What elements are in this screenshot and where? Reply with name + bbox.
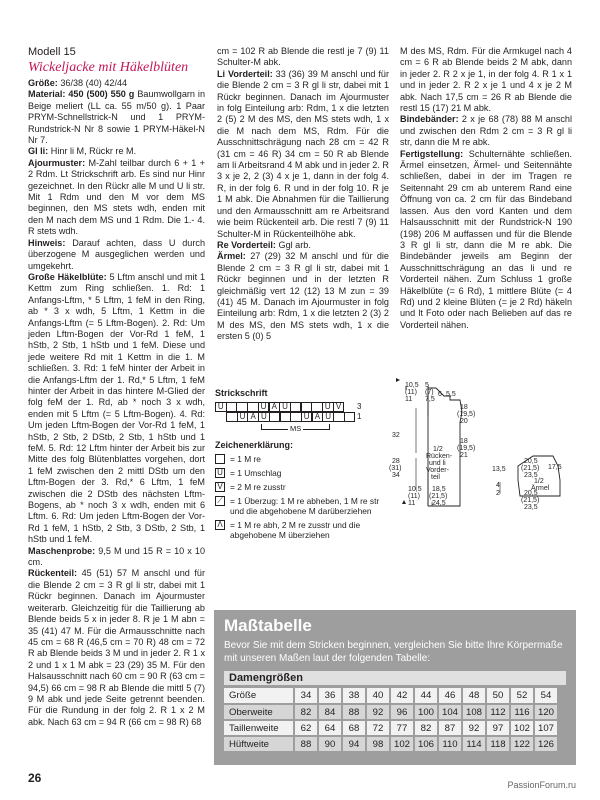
chart-row-3 (215, 402, 375, 412)
schematic-label: 5,5 (446, 391, 456, 398)
size-table-cell: 92 (366, 704, 390, 720)
legend-item (215, 454, 387, 464)
schematic-label: 10,5 (408, 486, 422, 493)
size-table-cell: 52 (510, 688, 534, 704)
size-table-cell: 82 (294, 704, 318, 720)
size-table-cell: 62 (294, 720, 318, 736)
size-table-cell: 108 (462, 704, 486, 720)
column-1 (28, 46, 205, 728)
size-table-box (214, 610, 576, 765)
schematic-label: Vorder- (426, 467, 449, 474)
stitch-cell: U (279, 402, 291, 412)
size-table-cell: 54 (534, 688, 558, 704)
size-table-intro: Bevor Sie mit dem Stricken beginnen, vergleichen Sie bitte Ihre Körpermaße mit unseren Maßen laut der folgenden Tabelle: (224, 640, 563, 664)
size-table (224, 688, 559, 753)
size-table-cell: 68 (342, 720, 366, 736)
schematic-label: 18 (460, 438, 468, 445)
schematic-label: (19,5) (457, 411, 476, 418)
size-table-row-label: Hüftweite (224, 736, 294, 752)
legend-item (215, 482, 387, 492)
legend-text: = 1 M re abh, 2 M re zusstr und die abgehobene M überziehen (230, 520, 361, 540)
schematic-label: 32 (392, 432, 400, 439)
schematic-label: (19,5) (457, 445, 476, 452)
paragraph-aermel-cont: M des MS, Rdm. Für die Armkugel nach 4 cm = 6 R ab Blende beids 2 M abk, dann in jeder 2. R 2 x je 1, in der folg 4. R 1 x 1 und in jeder 2. R 2 x je 1 und 4 x je 2 M abk. Nach 17,5 cm = 26 R ab Blende die restl 15 (17) 21 M abk. (400, 46, 572, 114)
size-table-cell: 36 (318, 688, 342, 704)
schematic-label: 20 (460, 418, 468, 425)
row-number-3: 3 (357, 402, 362, 411)
size-table-row-label: Größe (224, 688, 294, 704)
stitch-cell: U (322, 412, 334, 422)
size-table-cell: 100 (414, 704, 438, 720)
size-table-cell: 92 (462, 720, 486, 736)
paragraph-rueckenteil: Rückenteil: 45 (51) 57 M anschl und für die Blende 2 cm = 3 R gl li str, dabei mit 1 Rückr beginnen. Danach im Ajourmuster weiterarb. Gleichzeitig für die Taillierung ab Blende beids 5 x in jeder 8. R je 1 M abn = 35 (41) 47 M. Für die Armausschnitte nach 45 cm = 68 R (46,5 cm = 70 R) 48 cm = 72 R ab Blende beids 3 M und in jeder 2. R 1 x 2 und 1 x 1 M abk = 23 (29) 35 M. Für den Halsausschnitt nach 60 cm = 90 R (63 cm = 94,5) 66 cm = 98 R ab Blende die mittl 5 (7) 9 M abk und jede Seite getrennt beenden. Für die Rundung in der folg 2. R 1 x 2 M abk. Nach 63 cm = 94 R (66 cm = 98 R) 68 (28, 568, 205, 727)
schematic-label: (31) (389, 465, 402, 472)
schematic-label: Rücken- (426, 453, 453, 460)
schematic-label: und li (429, 460, 446, 467)
schematic-label: 18,5 (432, 486, 446, 493)
schematic-label: 20,5 (524, 490, 538, 497)
paragraph-groesse: Größe: 36/38 (40) 42/44 (28, 78, 128, 88)
size-table-cell: 107 (534, 720, 558, 736)
size-table-cell: 97 (486, 720, 510, 736)
schematic-label: 1/2 (534, 478, 544, 485)
size-table-cell: 50 (486, 688, 510, 704)
size-table-cell: 72 (366, 720, 390, 736)
size-table-cell: 120 (534, 704, 558, 720)
schematic-label: 34 (392, 472, 400, 479)
size-table-cell: 102 (510, 720, 534, 736)
schematic-label: (21,5) (429, 493, 448, 500)
schematic-label: (11) (408, 493, 420, 500)
size-table-cell: 64 (318, 720, 342, 736)
size-table-cell: 46 (438, 688, 462, 704)
schematic-label: 23,5 (524, 472, 538, 479)
legend-item (215, 468, 387, 478)
size-table-cell: 38 (342, 688, 366, 704)
paragraph-aermel: Ärmel: 27 (29) 32 M anschl und für die Blende 2 cm = 3 R gl li str, dabei mit 1 Rückr beginnen und in der letzten R gleichmäßig vert 12 (12) 13 M zun = 39 (41) 45 M. Danach im Ajourmuster in folg Einteilung arb: Rdm, 1 x die letzten 2 (3) 2 M des MS, den MS stets wdh, 1 x die ersten 5 (0) 5 (217, 251, 389, 342)
stitch-cell: U (215, 402, 227, 412)
size-table-cell: 90 (318, 736, 342, 752)
legend-text: = 1 M re (230, 454, 261, 464)
size-table-row-label: Taillenweite (224, 720, 294, 736)
paragraph-re-vorderteil: Re Vorderteil: Ggl arb. (217, 239, 311, 250)
schematic-label: 28 (392, 458, 400, 465)
model-title: Wickeljacke mit Häkelblüten (28, 60, 189, 75)
schematic-label: 5 (425, 382, 429, 389)
paragraph-gl-li: Gl li: Hinr li M, Rückr re M. (28, 146, 137, 157)
stitch-cell: A (247, 412, 259, 422)
stitch-cell: U (301, 412, 313, 422)
paragraph-haekelbluete: Große Häkelblüte: 5 Lftm anschl und mit 1 Kettm zum Ring schließen. 1. Rd: 1 Anfangs-Lftm, * 5 Lftm, 1 feM in den Ring, ab * 3 x wdh, 5 Lftm, 1 Kettm in die Anfangs-Lftm (= 5 Lftm-Bogen). 2. Rd: Um jeden Lftm-Bogen der Vor-Rd 1 feM, 1 hStb, 2 Stb, 1 hStb und 1 feM. Diese und jede weitere Rd mit 1 Kettm in die 1. M schließen. 3. Rd: 1 feM hinter der Arbeit in die Anfangs-Lftm der 1. Rd,* 5 Lftm, 1 feM hinter der Arbeit in das hintere M-Glied der folg feM der 1. Rd, ab * noch 3 x wdh, enden mit 5 Lftm (= 5 Lftm-Bogen). 4. Rd: Um jeden Lftm-Bogen der Vor-Rd 1 feM, 1 hStb, 2 Stb, 2 DStb, 2 Stb, 1 hStb und 1 feM. 5. Rd: 12 Lftm hinter der Arbeit bis zur Mitte des folg Blütenblattes vorgehen, dort 1 feM zwischen den 2 mittl DStb um den Lftm-Bogen der 3. Rd,* 6 Lftm, 1 feM zwischen die 2 DStb des nächsten Lftm-Bogens, ab * noch 3 x wdh, enden mit 6 Lftm. 6. Rd: Um jeden Lftm-Bogen der Vor-Rd 1 feM, 1 hStb, 2 Stb, 3 DStb, 2 Stb, 1 hStb und 1 feM. (28, 271, 206, 545)
stitch-cell: A (312, 412, 324, 422)
stitch-cell: V (333, 402, 345, 412)
size-table-cell: 116 (510, 704, 534, 720)
size-table-row (224, 736, 558, 752)
schematic-label: 4 (496, 482, 500, 489)
paragraph-fertigstellung: Fertigstellung: Schulternähte schließen. Ärmel einsetzen, Ärmel- und Seitennähte schließen, dabei in der im Tragen re Seitennaht 29 cm ab unterem Rand eine Öffnung von ca. 2 cm für das Bindeband lassen. Aus den vord Kanten und dem Halsausschnitt mit der Rundstrick-N 190 (198) 206 M auffassen und für die Blende 3 R gl li str, dann die M re abk. Die Bindebänder jeweils am Beginn der Ausschnittschrägung an das li und re Vorderteil nähen. Zum Schluss 1 große Häkelblüte (= 6 Rd), 1 mittlere Blüte (= 4 Rd) und 2 kleine Blüten (= je 2 Rd) häkeln und lt Foto oder nach Belieben auf das re Vorderteil nähen. (400, 148, 572, 330)
schematic-label: 10,5 (405, 382, 419, 389)
schematic-label: 1/2 (433, 446, 443, 453)
legend-list (215, 454, 387, 540)
schematic-label: teil (431, 474, 440, 481)
size-table-cell: 88 (342, 704, 366, 720)
size-table-cell: 44 (414, 688, 438, 704)
schematic-label: (21,5) (521, 497, 540, 504)
schematic-label: 21 (460, 452, 468, 459)
legend-symbol (215, 454, 225, 464)
size-table-cell: 98 (366, 736, 390, 752)
schematic-label: 11 (405, 396, 413, 403)
size-table-cell: 106 (414, 736, 438, 752)
stitch-chart (215, 388, 387, 544)
column-3 (400, 46, 572, 331)
size-table-cell: 118 (486, 736, 510, 752)
size-table-cell: 84 (318, 704, 342, 720)
legend-symbol: Λ (215, 520, 225, 530)
size-table-cell: 77 (390, 720, 414, 736)
paragraph-li-vorderteil: Li Vorderteil: 33 (36) 39 M anschl und für die Blende 2 cm = 3 R gl li str, dabei mit 1 Rückr beginnen. Danach im Ajourmuster in folg Einteilung arb: Rdm, 1 x die letzten 2 (5) 2 M des MS, den MS stets wdh, 1 x die M nach dem MS, Rdm. Für die Ausschnittschrägung nach 28 cm = 42 R (31 cm = 46 R) 34 cm = 50 R ab Blende am li Arbeitsrand 4 M abk und in jeder 2. R 3 x je 2, 2 (3) 4 x je 1, dann in der folg 4. R, in der folg 6. R und in der folg 10. R je 1 M abk. Die Abnahmen für die Taillierung und den Armausschnitt am re Arbeitsrand wie beim Rückenteil arb. Die restl 7 (9) 11 Schulter-M in Rückenteilhöhe abk. (217, 68, 389, 239)
schematic-label: 13,5 (492, 466, 506, 473)
schematic-label: (21,5) (521, 465, 540, 472)
size-table-cell: 104 (438, 704, 462, 720)
paragraph-rueckenteil-cont: cm = 102 R ab Blende die restl je 7 (9) 11 Schulter-M abk. (217, 46, 389, 68)
schematic-label: 6 (438, 391, 442, 398)
page-number: 26 (28, 771, 42, 785)
size-table-cell: 48 (462, 688, 486, 704)
size-table-row (224, 704, 558, 720)
chart-grid (215, 402, 375, 434)
size-table-cell: 96 (390, 704, 414, 720)
paragraph-material: Material: 450 (500) 550 g Baumwollgarn in Beige meliert (LL ca. 55 m/50 g). 1 Paar PRYM-Schnellstrick-N und 1 PRYM-Rundstrick-N Nr 8 sowie 1 PRYM-Häkel-N Nr 7. (28, 89, 206, 146)
size-table-row-label: Oberweite (224, 704, 294, 720)
legend-symbol: V (215, 482, 225, 492)
legend-text: = 1 Überzug: 1 M re abheben, 1 M re str und die abgehobene M darüberziehen (230, 496, 380, 516)
size-table-cell: 87 (438, 720, 462, 736)
schematic-label: 24,5 (432, 500, 446, 507)
schematic-label: 18 (460, 404, 468, 411)
legend-heading: Zeichenerklärung: (215, 440, 294, 450)
size-table-row (224, 688, 558, 704)
size-table-cell: 88 (294, 736, 318, 752)
stitch-cell: A (269, 402, 281, 412)
size-table-cell: 126 (534, 736, 558, 752)
paragraph-bindebaender: Bindebänder: 2 x je 68 (78) 88 M anschl und zwischen den Rdm 2 cm = 3 R gl li str, dann die M re abk. (400, 114, 572, 148)
legend-item (215, 520, 387, 540)
schematic-label: 20,5 (524, 458, 538, 465)
size-table-title: Maßtabelle (224, 616, 312, 635)
size-table-cell: 122 (510, 736, 534, 752)
stitch-cell: U (322, 402, 334, 412)
schematic-label: (7) (425, 389, 434, 396)
size-table-cell: 114 (462, 736, 486, 752)
schematic-label: 2 (496, 490, 500, 497)
size-table-cell: 40 (366, 688, 390, 704)
chart-heading: Strickschrift (215, 388, 268, 398)
size-table-section: Damengrößen (224, 671, 566, 685)
ms-label: MS (290, 424, 302, 433)
column-2 (217, 46, 389, 343)
stitch-cell: U (258, 412, 270, 422)
chart-row-1 (226, 412, 375, 422)
size-table-cell: 34 (294, 688, 318, 704)
size-table-cell: 110 (438, 736, 462, 752)
size-table-row (224, 720, 558, 736)
size-table-cell: 112 (486, 704, 510, 720)
size-table-cell: 82 (414, 720, 438, 736)
schematic-label: Ärmel (531, 485, 550, 492)
model-number: Modell 15 (28, 46, 76, 58)
stitch-cell: U (237, 412, 249, 422)
schematic-label: 23,5 (524, 504, 538, 511)
paragraph-maschenprobe: Maschenprobe: 9,5 M und 15 R = 10 x 10 cm. (28, 545, 206, 568)
schematic-label: 7,5 (425, 396, 435, 403)
stitch-cell (344, 412, 356, 422)
schematic-label: (11) (405, 389, 417, 396)
stitch-cell: U (258, 402, 270, 412)
watermark: PassionForum.ru (507, 780, 576, 790)
paragraph-ajourmuster: Ajourmuster: M-Zahl teilbar durch 6 + 1 + 2 Rdm. Lt Strickschrift arb. Es sind nur Hinr gezeichnet. In den Rückr alle M und U li str. Mit 1 Rdm und den M vor dem MS beginnen, den MS stets wdh, enden mit den M nach dem MS und 1 Rdm. Die 1.- 4. R stets wdh. (28, 157, 205, 237)
row-number-1: 1 (357, 412, 362, 421)
legend-text: = 2 M re zusstr (230, 482, 286, 492)
size-table-cell: 94 (342, 736, 366, 752)
size-table-cell: 42 (390, 688, 414, 704)
schematic-label: 11 (408, 500, 416, 507)
legend-symbol: U (215, 468, 225, 478)
size-table-cell: 102 (390, 736, 414, 752)
legend-text: = 1 Umschlag (230, 468, 282, 478)
legend-item (215, 496, 387, 516)
paragraph-hinweis: Hinweis: Darauf achten, dass U durch überzogene M ausgeglichen werden und umgekehrt. (28, 237, 205, 271)
legend-symbol: ⟋ (215, 496, 225, 506)
schematic-label: 17,5 (548, 464, 562, 471)
